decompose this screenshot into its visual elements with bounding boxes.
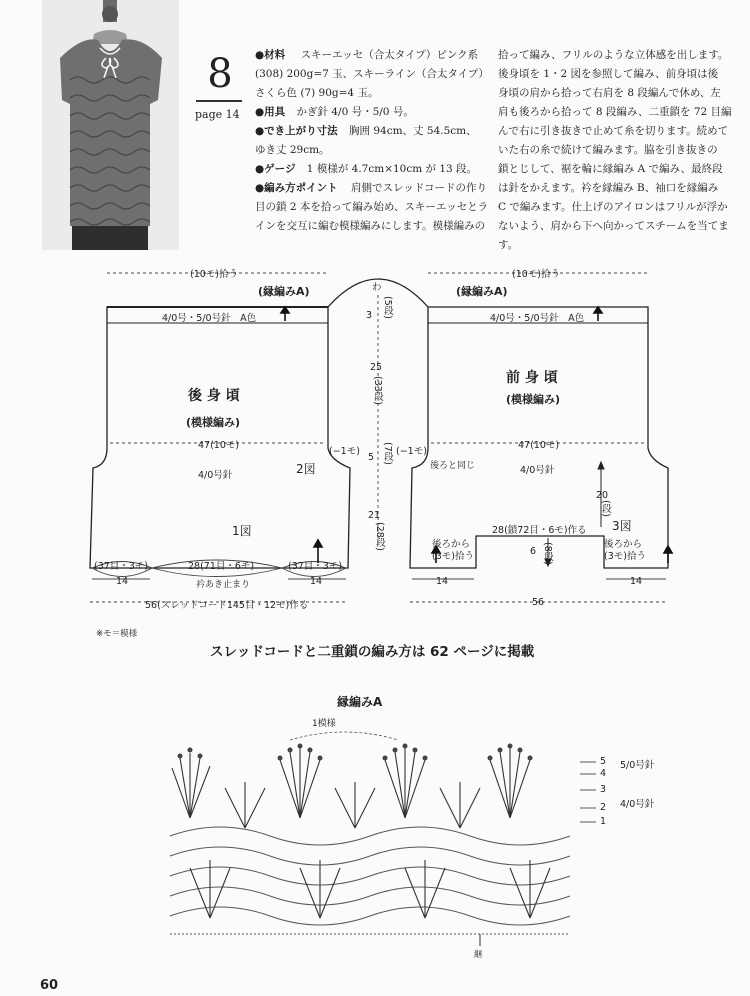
points-line-1	[255, 179, 487, 198]
minus-right: (−1モ)	[396, 446, 427, 457]
schematic-lines	[0, 255, 750, 630]
materials-text-1: スキーエッセ（合太タイプ）ピンク系	[300, 49, 479, 61]
top-depth: 3	[366, 310, 373, 321]
front-side-right: 14	[630, 576, 643, 587]
thread-cord-note: スレッドコードと二重鎖の編み方は 62 ページに掲載	[210, 644, 535, 660]
front-title: 前 身 頃	[506, 370, 558, 386]
right-line-3: 身頃の肩から拾って右肩を 8 段編んで休め、左	[498, 87, 721, 99]
arm-height: 5	[368, 452, 375, 463]
front-chain: 28(鎖72目・6モ)作る	[492, 525, 587, 536]
top-rows: (5段)	[382, 296, 393, 319]
pattern-number: 8	[207, 51, 233, 97]
legend-note: ※モ＝模様	[96, 629, 138, 639]
edging-stitch-chart	[150, 718, 610, 958]
back-border-label: (縁編みA)	[258, 285, 310, 298]
right-line-6: いた右の糸で続けて編みます。脇を引き抜きの	[498, 144, 718, 156]
points-text-1: 肩側でスレッドコードの作り	[351, 182, 487, 194]
materials-line-2: (308) 200g=7 玉、スキーライン（合太タイプ）	[255, 68, 489, 80]
gauge-line	[255, 160, 477, 179]
right-line-4: 肩も後ろから拾って 8 段編み、二重鎖を 72 目編	[498, 106, 732, 118]
fig-3-label: 3図	[612, 519, 632, 533]
tools-line	[255, 103, 414, 122]
points-label: ●編み方ポイント	[255, 182, 338, 194]
front-same-as-back: 後ろと同じ	[430, 461, 476, 471]
page-number: 60	[40, 978, 59, 993]
row-4-label: 4	[600, 768, 607, 779]
front-drop-rows: (8段)	[542, 542, 553, 565]
right-line-7: 鎖とじして、裾を輪に縁編み A で編み、最終段	[498, 163, 723, 175]
right-line-8: は針をかえます。衿を縁編み B、袖口を縁編み	[498, 182, 719, 194]
right-line-5: んで右に引き抜きで止めて糸を切ります。続めて	[498, 125, 729, 137]
hook-upper-label: 5/0号針	[620, 760, 655, 771]
row-3-label: 3	[600, 784, 607, 795]
fig-1-label: 1図	[232, 524, 252, 538]
minus-left: (−1モ)	[329, 446, 360, 457]
back-border-hooks: 4/0号・5/0号針 A色	[162, 313, 257, 324]
back-side-right: 14	[310, 576, 323, 587]
arm-rows: (7段)	[382, 442, 393, 465]
front-pick-top: (10モ)拾う	[512, 269, 561, 280]
back-hook: 4/0号針	[198, 470, 233, 481]
points-line-2: 目の鎖 2 本を拾って編み始め、スキーエッセとラ	[255, 201, 489, 213]
neck-start-label: 衿あき止まり	[196, 580, 251, 590]
right-line-11: す。	[498, 239, 519, 251]
page-reference: page 14	[195, 108, 240, 121]
tools-text: かぎ針 4/0 号・5/0 号。	[296, 106, 414, 118]
garment-photo	[42, 0, 179, 250]
back-pick-top: (10モ)拾う	[190, 269, 239, 280]
pattern-number-rule	[196, 100, 242, 102]
fig-2-label: 2図	[296, 462, 316, 476]
size-text: 胸囲 94cm、丈 54.5cm、	[349, 125, 477, 137]
repeat-label: 1模様	[312, 719, 336, 729]
neck-wa-label: わ	[372, 282, 382, 293]
front-pick-left: 後ろから	[432, 539, 471, 550]
row-2-label: 2	[600, 802, 607, 813]
lower-rows: (28段)	[374, 522, 385, 552]
points-line-3: インを交互に編む模様編みにします。模様編みの	[255, 220, 486, 232]
front-pick-left-2: (3モ)拾う	[432, 551, 474, 562]
row-5-label: 5	[600, 756, 607, 767]
front-rise: 20	[596, 490, 609, 501]
front-side-left: 14	[436, 576, 449, 587]
back-side-left: 14	[116, 576, 129, 587]
row-1-label: 1	[600, 816, 607, 827]
right-line-9: C で編みます。仕上げのアイロンはフリルが浮か	[498, 201, 728, 213]
materials-line-1	[255, 46, 478, 65]
back-subtitle: (模様編み)	[186, 416, 241, 429]
back-hem-mid: 28(71目・6モ)	[188, 561, 255, 572]
right-line-1: 拾って編み、フリルのような立体感を出します。	[498, 49, 729, 61]
right-line-2: 後身頃を 1・2 図を参照して編み、前身頃は後	[498, 68, 719, 80]
gauge-text: 1 模様が 4.7cm×10cm が 13 段。	[306, 163, 478, 175]
back-hem-left: (37目・3モ)	[94, 561, 149, 572]
size-line	[255, 122, 477, 141]
back-title: 後 身 頃	[188, 388, 240, 404]
mid-rows: (33段)	[372, 376, 383, 406]
right-line-10: ないよう、肩から下へ向かってスチームを当てま	[498, 220, 729, 232]
tools-label: ●用具	[255, 106, 286, 118]
front-rise-rows: (段)	[600, 500, 611, 517]
size-line-2: ゆき丈 29cm。	[255, 144, 330, 156]
gauge-label: ●ゲージ	[255, 163, 296, 175]
front-pick-right-2: (3モ)拾う	[604, 551, 646, 562]
hook-lower-label: 4/0号針	[620, 799, 655, 810]
front-bottom: 56	[532, 597, 545, 608]
edging-chart-title: 縁編みA	[337, 695, 383, 709]
materials-label: ●材料	[255, 49, 286, 61]
mid-height: 25	[370, 362, 383, 373]
front-hook: 4/0号針	[520, 465, 555, 476]
start-mark: 継	[474, 950, 483, 960]
front-width: 47(10モ)	[518, 440, 560, 451]
back-bottom: 56(スレッドコード145目・12モ)作る	[145, 600, 309, 611]
front-subtitle: (模様編み)	[506, 393, 561, 406]
front-pick-right: 後ろから	[604, 539, 643, 550]
materials-line-3: さくら色 (7) 90g=4 玉。	[255, 87, 379, 99]
front-border-hooks: 4/0号・5/0号針 A色	[490, 313, 585, 324]
back-width: 47(10モ)	[198, 440, 240, 451]
lower-height: 21	[368, 510, 381, 521]
size-label: ●でき上がり寸法	[255, 125, 338, 137]
front-drop: 6	[530, 546, 537, 557]
back-hem-right: (37目・3モ)	[288, 561, 343, 572]
front-border-label: (縁編みA)	[456, 285, 508, 298]
